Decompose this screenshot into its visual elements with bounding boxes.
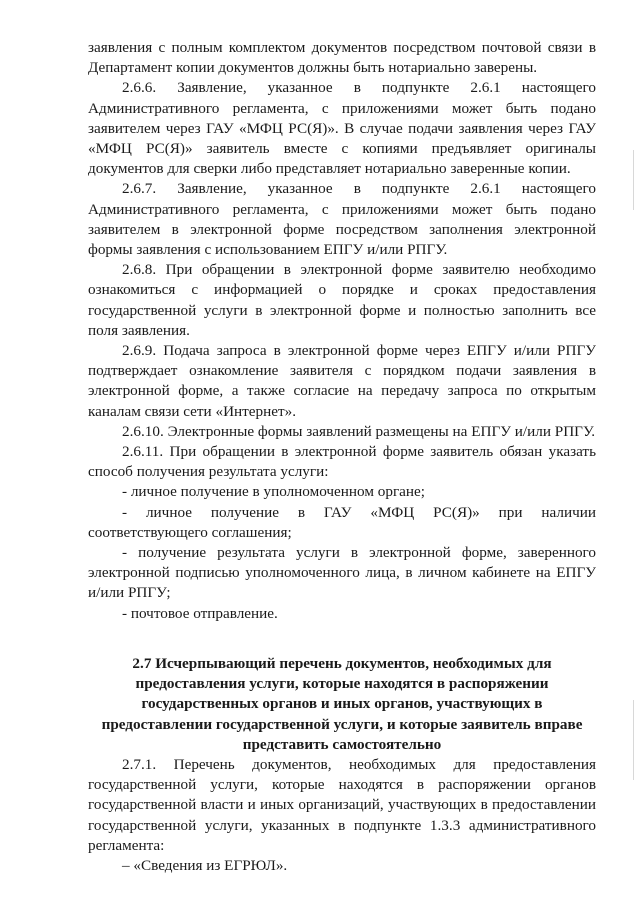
list-item: - почтовое отправление. — [122, 604, 278, 622]
list-item: – «Сведения из ЕГРЮЛ». — [122, 856, 288, 874]
scan-artifact — [633, 150, 634, 210]
scan-artifact — [633, 700, 634, 780]
paragraph-2-6-9: 2.6.9. Подача запроса в электронной форме через ЕПГУ и/или РПГУ подтверждает ознакомление заявителя с порядком подачи заявления в электронной форме, а также согласие на передачу запроса по открытым каналам связи сети «Интернет». — [88, 342, 596, 420]
document-body — [88, 38, 596, 876]
spacer — [88, 624, 596, 638]
paragraph-2-6-8: 2.6.8. При обращении в электронной форме заявителю необходимо ознакомиться с информацией о порядке и сроках предоставления государственной услуги в электронной форме и полностью заполнить все поля заявления. — [88, 261, 596, 339]
paragraph-2-6-10: 2.6.10. Электронные формы заявлений размещены на ЕПГУ и/или РПГУ. — [122, 422, 596, 440]
list-item: - получение результата услуги в электронной форме, заверенного электронной подписью уполномоченного лица, в личном кабинете на ЕПГУ и/или РПГУ; — [88, 544, 596, 602]
list-item: - личное получение в ГАУ «МФЦ РС(Я)» при наличии соответствующего соглашения; — [88, 503, 596, 541]
paragraph-2-7-1: 2.7.1. Перечень документов, необходимых для предоставления государственной услуги, которые находятся в распоряжении органов государственной власти и иных организаций, участвующих в предоставлении государственной услуги, указанных в подпункте 1.3.3 административного регламента: — [88, 755, 596, 854]
list-item: - личное получение в уполномоченном органе; — [122, 483, 426, 501]
paragraph-2-6-11: 2.6.11. При обращении в электронной форме заявитель обязан указать способ получения результата услуги: — [88, 443, 596, 481]
paragraph-2-6-6: 2.6.6. Заявление, указанное в подпункте 2.6.1 настоящего Административного регламента, с приложениями может быть подано заявителем через ГАУ «МФЦ РС(Я)». В случае подачи заявления через ГАУ «МФЦ РС(Я)» заявитель вместе с копиями предъявляет оригиналы документов для сверки либо представляет нотариально заверенные копии. — [88, 79, 596, 178]
section-heading: 2.7 Исчерпывающий перечень документов, необходимых для предоставления услуги, которые находятся в распоряжении государственных органов и иных органов, участвующих в предоставлении государственной услуги, и которые заявитель вправе представить самостоятельно — [101, 654, 583, 753]
paragraph-2-6-7: 2.6.7. Заявление, указанное в подпункте 2.6.1 настоящего Административного регламента, с приложениями может быть подано заявителем в электронной форме посредством заполнения электронной формы заявления с использованием ЕПГУ и/или РПГУ. — [88, 180, 596, 259]
paragraph-continuation: заявления с полным комплектом документов посредством почтовой связи в Департамент копии документов должны быть нотариально заверены. — [88, 39, 596, 77]
